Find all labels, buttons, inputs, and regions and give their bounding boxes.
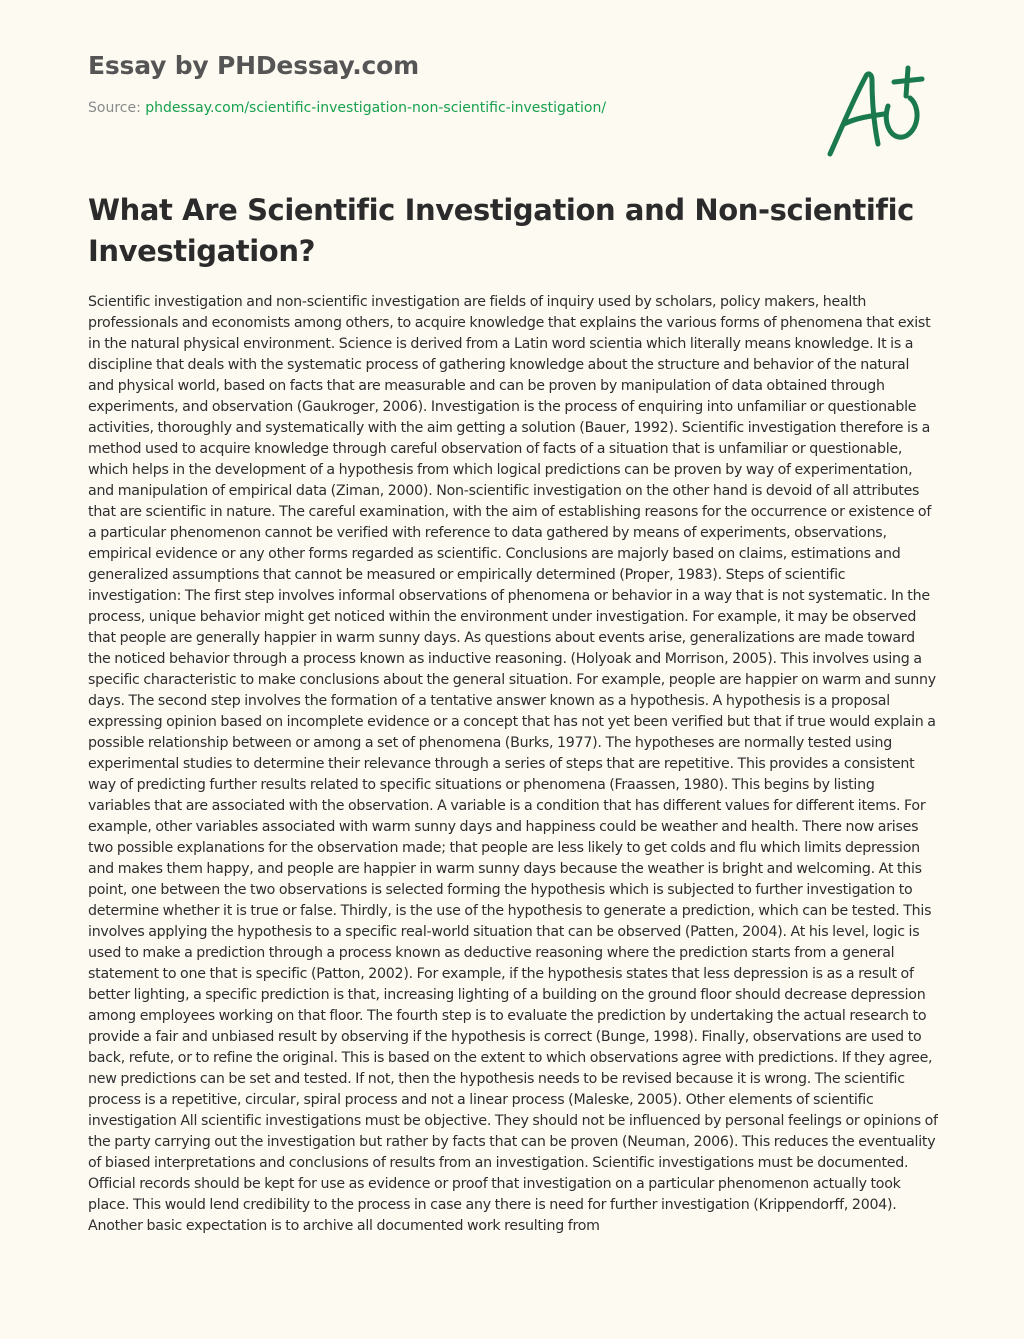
page-header [88,50,768,117]
a-plus-logo-icon [822,62,932,162]
source-line [88,99,768,117]
site-brand: Essay by PHDessay.com [88,51,419,80]
article-title: What Are Scientific Investigation and Non-scientific Investigation? [88,193,914,268]
source-label: Source: [88,100,141,116]
source-link[interactable]: phdessay.com/scientific-investigation-non-scientific-investigation/ [145,100,607,116]
article-body: Scientific investigation and non-scientific investigation are fields of inquiry used by scholars, policy makers, health professionals and economists among others, to acquire knowledge that explains the various forms of phenomena that exist in the natural physical environment. Science is derived from a Latin word scientia which literally means knowledge. It is a discipline that deals with the systematic process of gathering knowledge about the structure and behavior of the natural and physical world, based on facts that are measurable and can be proven by manipulation of data obtained through experiments, and observation (Gaukroger, 2006). Investigation is the process of enquiring into unfamiliar or questionable activities, thoroughly and systematically with the aim getting a solution (Bauer, 1992). Scientific investigation therefore is a method used to acquire knowledge through careful observation of facts of a situation that is unfamiliar or questionable, which helps in the development of a hypothesis from which logical predictions can be proven by way of experimentation, and manipulation of empirical data (Ziman, 2000). Non-scientific investigation on the other hand is devoid of all attributes that are scientific in nature. The careful examination, with the aim of establishing reasons for the occurrence or existence of a particular phenomenon cannot be verified with reference to data gathered by means of experiments, observations, empirical evidence or any other forms regarded as scientific. Conclusions are majorly based on claims, estimations and generalized assumptions that cannot be measured or empirically determined (Proper, 1983). Steps of scientific investigation: The first step involves informal observations of phenomena or behavior in a way that is not systematic. In the process, unique behavior might get noticed within the environment under investigation. For example, it may be observed that people are generally happier in warm sunny days. As questions about events arise, generalizations are made toward the noticed behavior through a process known as inductive reasoning. (Holyoak and Morrison, 2005). This involves using a specific characteristic to make conclusions about the general situation. For example, people are happier on warm and sunny days. The second step involves the formation of a tentative answer known as a hypothesis. A hypothesis is a proposal expressing opinion based on incomplete evidence or a concept that has not yet been verified but that if true would explain a possible relationship between or among a set of phenomena (Burks, 1977). The hypotheses are normally tested using experimental studies to determine their relevance through a series of steps that are repetitive. This provides a consistent way of predicting further results related to specific situations or phenomena (Fraassen, 1980). This begins by listing variables that are associated with the observation. A variable is a condition that has different values for different items. For example, other variables associated with warm sunny days and happiness could be weather and health. There now arises two possible explanations for the observation made; that people are less likely to get colds and flu which limits depression and makes them happy, and people are happier in warm sunny days because the weather is bright and welcoming. At this point, one between the two observations is selected forming the hypothesis which is subjected to further investigation to determine whether it is true or false. Thirdly, is the use of the hypothesis to generate a prediction, which can be tested. This involves applying the hypothesis to a specific real-world situation that can be observed (Patten, 2004). At his level, logic is used to make a prediction through a process known as deductive reasoning where the prediction starts from a general statement to one that is specific (Patton, 2002). For example, if the hypothesis states that less depression is as a result of better lighting, a specific prediction is that, increasing lighting of a building on the ground floor should decrease depression among employees working on that floor. The fourth step is to evaluate the prediction by undertaking the actual research to provide a fair and unbiased result by observing if the hypothesis is correct (Bunge, 1998). Finally, observations are used to back, refute, or to refine the original. This is based on the extent to which observations agree with predictions. If they agree, new predictions can be set and tested. If not, then the hypothesis needs to be revised because it is wrong. The scientific process is a repetitive, circular, spiral process and not a linear process (Maleske, 2005). Other elements of scientific investigation All scientific investigations must be objective. They should not be influenced by personal feelings or opinions of the party carrying out the investigation but rather by facts that can be proven (Neuman, 2006). This reduces the eventuality of biased interpretations and conclusions of results from an investigation. Scientific investigations must be documented. Official records should be kept for use as evidence or proof that investigation on a particular phenomenon actually took place. This would lend credibility to the process in case any there is need for further investigation (Krippendorff, 2004). Another basic expectation is to archive all documented work resulting from [88,294,938,1234]
